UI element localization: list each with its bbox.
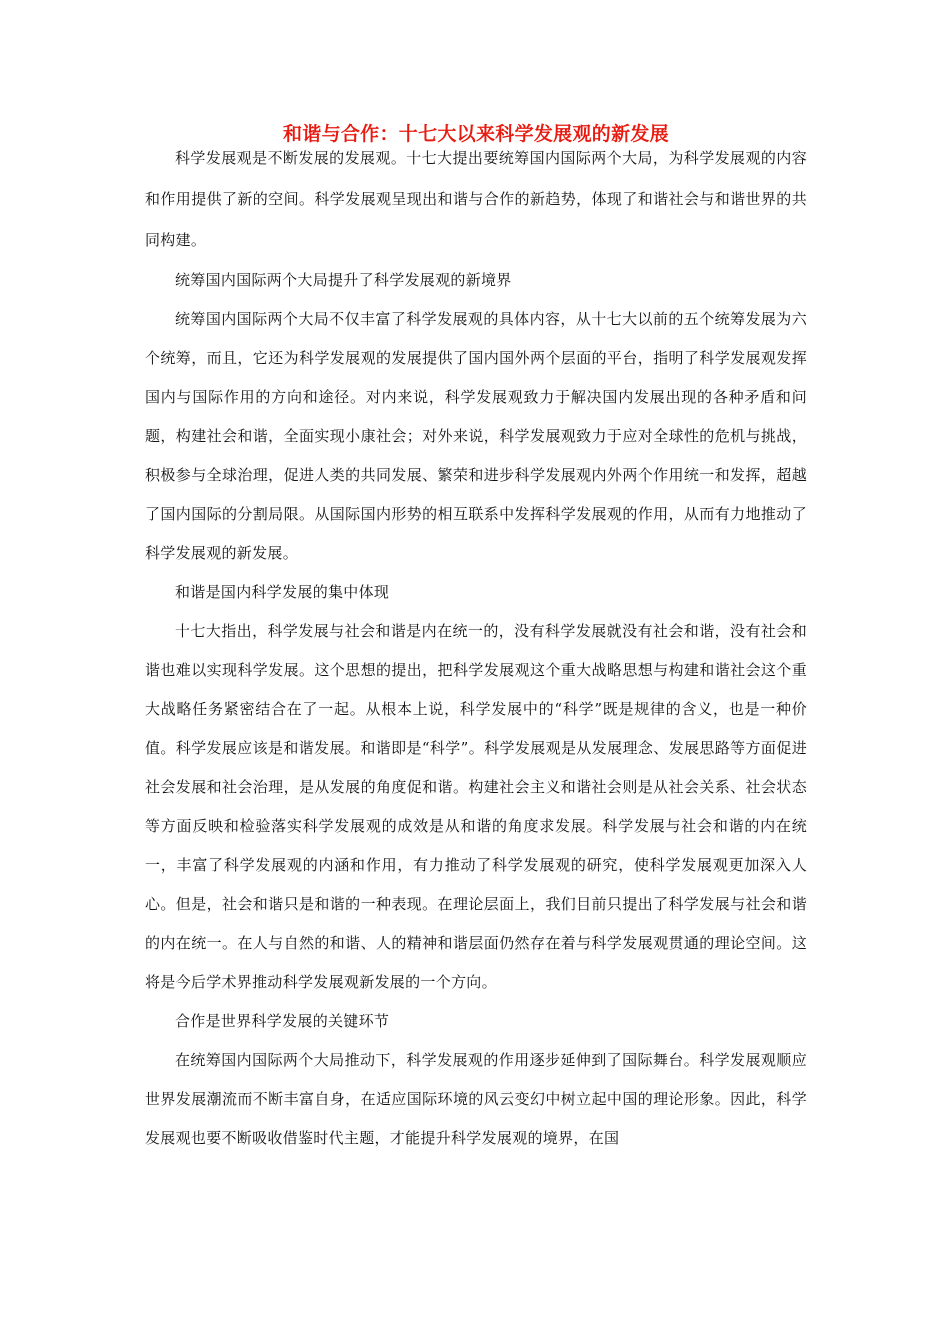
intro-paragraph: 科学发展观是不断发展的发展观。十七大提出要统筹国内国际两个大局，为科学发展观的内容和作用提供了新的空间。科学发展观呈现出和谐与合作的新趋势，体现了和谐社会与和谐世界的共同构建。 xyxy=(145,149,807,249)
section-heading-cooperation: 合作是世界科学发展的关键环节 xyxy=(175,1012,390,1030)
section-paragraph-harmony: 十七大指出，科学发展与社会和谐是内在统一的，没有科学发展就没有社会和谐，没有社会和谐也难以实现科学发展。这个思想的提出，把科学发展观这个重大战略思想与构建和谐社会这个重大战略任务紧密结合在了一起。从根本上说，科学发展中的“科学”既是规律的含义，也是一种价值。科学发展应该是和谐发展。和谐即是“科学”。科学发展观是从发展理念、发展思路等方面促进社会发展和社会治理，是从发展的角度促和谐。构建社会主义和谐社会则是从社会关系、社会状态等方面反映和检验落实科学发展观的成效是从和谐的角度求发展。科学发展与社会和谐的内在统一，丰富了科学发展观的内涵和作用，有力推动了科学发展观的研究，使科学发展观更加深入人心。但是，社会和谐只是和谐的一种表现。在理论层面上，我们目前只提出了科学发展与社会和谐的内在统一。在人与自然的和谐、人的精神和谐层面仍然存在着与科学发展观贯通的理论空间。这将是今后学术界推动科学发展观新发展的一个方向。 xyxy=(145,622,807,991)
section-heading-harmony: 和谐是国内科学发展的集中体现 xyxy=(175,583,390,601)
document-title: 和谐与合作：十七大以来科学发展观的新发展 xyxy=(282,123,669,145)
section-paragraph-cooperation: 在统筹国内国际两个大局推动下，科学发展观的作用逐步延伸到了国际舞台。科学发展观顺应世界发展潮流而不断丰富自身，在适应国际环境的风云变幻中树立起中国的理论形象。因此，科学发展观也要不断吸收借鉴时代主题，才能提升科学发展观的境界，在国 xyxy=(145,1051,807,1147)
document-page xyxy=(145,118,807,1158)
section-heading-overall-situation: 统筹国内国际两个大局提升了科学发展观的新境界 xyxy=(175,271,512,289)
section-paragraph-overall-situation: 统筹国内国际两个大局不仅丰富了科学发展观的具体内容，从十七大以前的五个统筹发展为六个统筹，而且，它还为科学发展观的发展提供了国内国外两个层面的平台，指明了科学发展观发挥国内与国际作用的方向和途径。对内来说，科学发展观致力于解决国内发展出现的各种矛盾和问题，构建社会和谐，全面实现小康社会；对外来说，科学发展观致力于应对全球性的危机与挑战，积极参与全球治理，促进人类的共同发展、繁荣和进步科学发展观内外两个作用统一和发挥，超越了国内国际的分割局限。从国际国内形势的相互联系中发挥科学发展观的作用，从而有力地推动了科学发展观的新发展。 xyxy=(145,310,807,562)
